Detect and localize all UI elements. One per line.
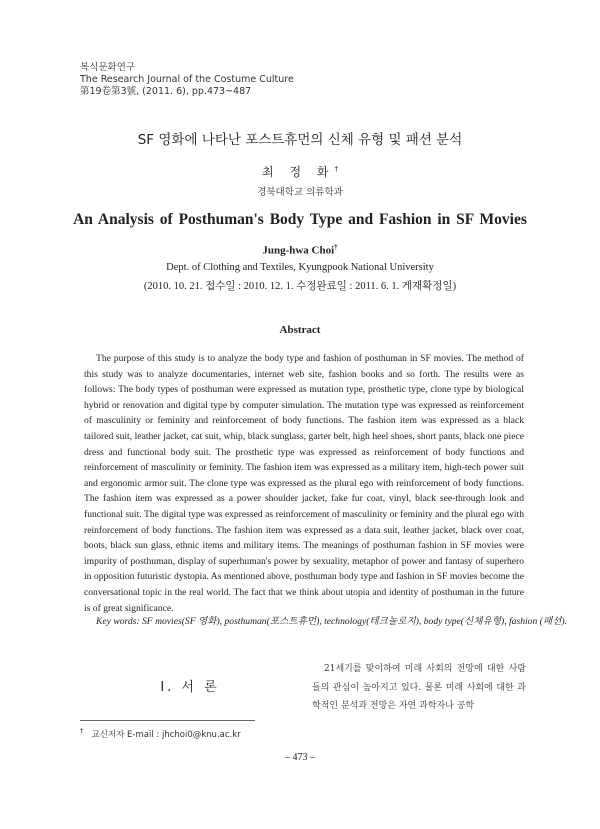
journal-issue: 第19卷第3號, (2011. 6), pp.473~487 — [80, 86, 252, 97]
abstract-body: The purpose of this study is to analyze the body type and fashion of posthuman in SF movies. The method of this study was to analyze documentaries, internet web site, fashion books and so forth. The results were as follows: The body types of posthuman were expressed as mutation type, prosthetic type, clone type by biological hybrid or renovation and digital type by computer simulation. The mutation type was expressed as reinforcement of masculinity or feminity and reinforcement of body functions. The fashion item was expressed as a black tailored suit, leather jacket, cat suit, whip, black sunglass, garter belt, high heel shoes, short pants, black one piece dress and functional body suit. The prosthetic type was expressed as reinforcement of body functions and reinforcement of masculinity or feminity. The fashion item was expressed as a military item, high-tech power suit and ergonomic armor suit. The clone type was expressed as the plural ego with reinforcement of body functions. The fashion item was expressed as a power shoulder jacket, fake fur coat, vinyl, black see-through look and functional suit. The digital type was expressed as reinforcement of masculinity or feminity and the plural ego with reinforcement of body functions. The fashion item was expressed as a data suit, leather jacket, black over coat, boots, black sun glass, ethnic items and military items. The meanings of posthuman fashion in SF movies were impurity of posthuman, display of superhuman's power by sexuality, metaphor of power and fantasy of superhero in opposition futuristic dystopia. As mentioned above, posthuman body type and fashion in SF movies become the conversational topic in the real world. The fact that we think about utopia and identity of posthuman in the future is of great significance. — [84, 353, 524, 614]
introduction-body-text: 21세기를 맞이하여 미래 사회의 전망에 대한 사람들의 관심이 높아지고 있다. 물론 미래 사회에 대한 과학적인 분석과 전망은 자연 과학자나 공학 — [312, 664, 526, 711]
footnote — [80, 727, 241, 740]
section-heading-introduction: Ⅰ. 서 론 — [160, 680, 220, 695]
corresponding-author-mark-en: † — [334, 243, 338, 251]
footnote-divider — [80, 720, 255, 721]
english-author — [0, 243, 600, 257]
footnote-text: 교신저자 E-mail : jhchoi0@knu.ac.kr — [91, 729, 241, 740]
footnote-mark: † — [80, 727, 84, 735]
journal-header — [80, 62, 294, 98]
korean-affiliation: 경북대학교 의류학과 — [257, 187, 343, 198]
abstract-heading: Abstract — [279, 324, 321, 336]
keywords: Key words: SF movies(SF 영화), posthuman(포스트휴먼), technology(테크놀로지), body type(신체유형), fashion (패션). — [96, 616, 567, 627]
page-number: – 473 – — [285, 752, 315, 763]
korean-author-name: 최 정 화 — [262, 165, 335, 179]
english-affiliation: Dept. of Clothing and Textiles, Kyungpook National University — [166, 262, 434, 273]
english-author-name: Jung-hwa Choi — [262, 244, 335, 257]
korean-author — [0, 163, 600, 180]
journal-name-english: The Research Journal of the Costume Culture — [80, 74, 294, 85]
journal-name-korean: 복식문화연구 — [80, 62, 136, 73]
submission-dates: (2010. 10. 21. 접수일 : 2010. 12. 1. 수정완료일 : 2011. 6. 1. 게재확정일) — [143, 281, 457, 292]
corresponding-author-mark: † — [334, 165, 338, 173]
korean-title: SF 영화에 나타난 포스트휴먼의 신체 유형 및 패션 분석 — [137, 132, 463, 148]
english-title: An Analysis of Posthuman's Body Type and Fashion in SF Movies — [73, 211, 527, 228]
